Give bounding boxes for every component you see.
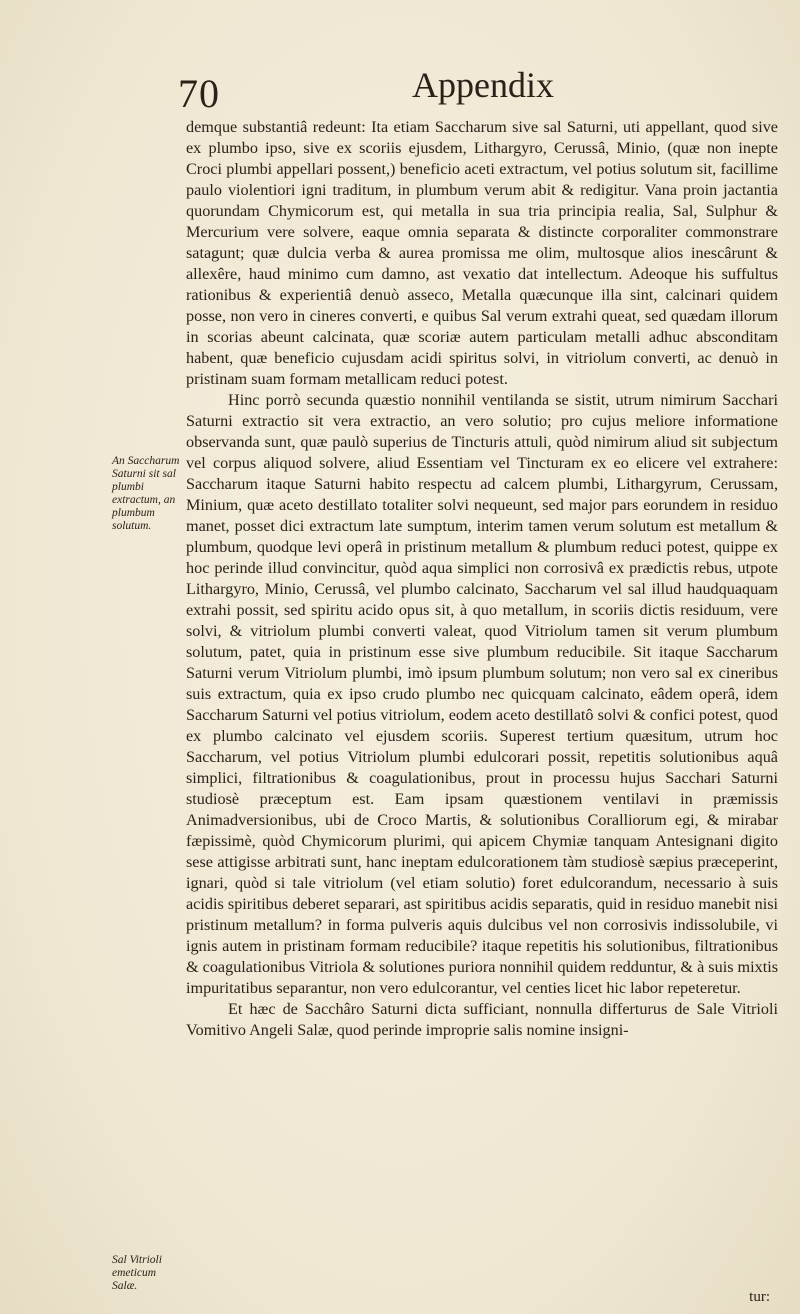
paragraph-2: Hinc porrò secunda quæstio nonnihil ventilanda se sistit, utrum nimirum Sacchari Saturni extractio sit vera extractio, an vero solutio; pro cujus meliore informatione observanda sunt, quæ paulò superius de Tincturis attuli, quòd nimirum aliud sit subjectum vel corpus aliquod solvere, aliud Essentiam vel Tincturam ex eo elicere vel extrahere: Saccharum itaque Saturni habito respectu ad calcem plumbi, Lithargyrum, Cerussam, Minium, quæ aceto destillato totaliter solvi nequeunt, sed major pars eorundem in residuo manet, posset dici extractum late sumptum, interim tamen verum solutum est metallum & plumbum, quodque levi operâ in pristinum metallum & plumbum reduci potest, quippe ex hoc perinde illud convincitur, quòd aqua simplici non corrosivâ ex prædictis rebus, utpote Lithargyro, Minio, Cerussâ, vel plumbo calcinato, Saccharum vel sal illud haudquaquam extrahi possit, sed spiritu acido opus sit, à quo metallum, in scoriis dictis residuum, vere solvi, & vitriolum plumbi converti valeat, quod Vitriolum tamen sit verum plumbum solutum, patet, quia in pristinum esse sive plumbum reducibile. Sit itaque Saccharum Saturni verum Vitriolum plumbi, imò ipsum plumbum solutum; non vero sal ex cineribus suis extractum, quia ex ipso crudo plumbo nec quicquam calcinato, eâdem operâ, idem Saccharum Saturni vel potius vitriolum, eodem aceto destillatô solvi & confici potest, quod ex plumbo calcinato vel ejusdem scoriis. Superest tertium quæsitum, utrum hoc Saccharum, vel potius Vitriolum plumbi edulcorari possit, repetitis solutionibus aquâ simplici, filtrationibus & coagulationibus, prout in processu hujus Sacchari Saturni studiosè præceptum est. Eam ipsam quæstionem ventilavi in præmissis Animadversionibus, ubi de Croco Martis, & solutionibus Coralliorum egi, & mirabar fæpissimè, quòd Chymicorum plurimi, qui apicem Chymiæ tanquam Antesignani digito sese attigisse arbitrati sunt, hanc ineptam edulcorationem tàm studiosè sæpius præceperint, ignari, quòd si tale vitriolum (vel etiam solutio) foret edulcorandum, necessario à suis acidis spiritibus deberet separari, ast spiritibus acidis separatis, quid in residuo manebit nisi pristinum metallum? in forma pulveris aquis dulcibus vel non corrosivis indissolubile, vi ignis autem in pristinam formam reducibile? itaque repetitis his solutionibus, filtrationibus & coagulationibus Vitriola & solutiones puriora nonnihil quidem redduntur, & à suis mixtis impuritatibus separantur, non vero edulcorantur, vel centies licet hic labor repeteretur. — [186, 391, 779, 997]
paragraph-3: Et hæc de Sacchâro Saturni dicta sufficiant, nonnulla differturus de Sale Vitrioli Vomitivo Angeli Salæ, quod perinde improprie salis nomine insigni- — [186, 1000, 778, 1039]
catchword: tur: — [749, 1289, 770, 1305]
main-text — [186, 117, 778, 1041]
margin-note-saccharum: An Saccharum Saturni sit sal plumbi extractum, an plumbum solutum. — [112, 455, 180, 532]
page-number: 70 — [178, 71, 220, 116]
page-header — [0, 58, 800, 118]
running-head: Appendix — [412, 65, 554, 105]
margin-note-sal-vitrioli: Sal Vitrioli emeticum Salæ. — [112, 1254, 162, 1292]
paragraph-1: demque substantiâ redeunt: Ita etiam Saccharum sive sal Saturni, uti appellant, quod sive ex plumbo ipso, sive ex scoriis ejusdem, Lithargyro, Cerussâ, Minio, (quæ non inepte Croci plumbi appellari possent,) beneficio aceti extractum, vel potius solutum sit, facillime paulo violentiori igni traditum, in plumbum verum abit & redigitur. Vana proin jactantia quorundam Chymicorum est, qui metalla in sua tria principia realia, Sal, Sulphur & Mercurium vere solvere, eaque omnia separata & distincte corporaliter commonstrare satagunt; quæ dulcia verba & aurea promissa me olim, multosque alios inescârunt & allexêre, haud minimo cum damno, ast vexatio dat intellectum. Adeoque his suffultus rationibus & experientiâ denuò asseco, Metalla quæcunque illa sint, calcinari quidem posse, non vero in cineres converti, e quibus Sal verum extrahi queat, sed quædam illorum in scorias abeunt calcinata, quæ scoriæ autem particulam metalli adhuc absconditam habent, quæ beneficio cujusdam acidi spiritus solvi, in vitriolum converti, ac denuò in pristinam suam formam metallicam reduci potest. — [186, 118, 778, 388]
